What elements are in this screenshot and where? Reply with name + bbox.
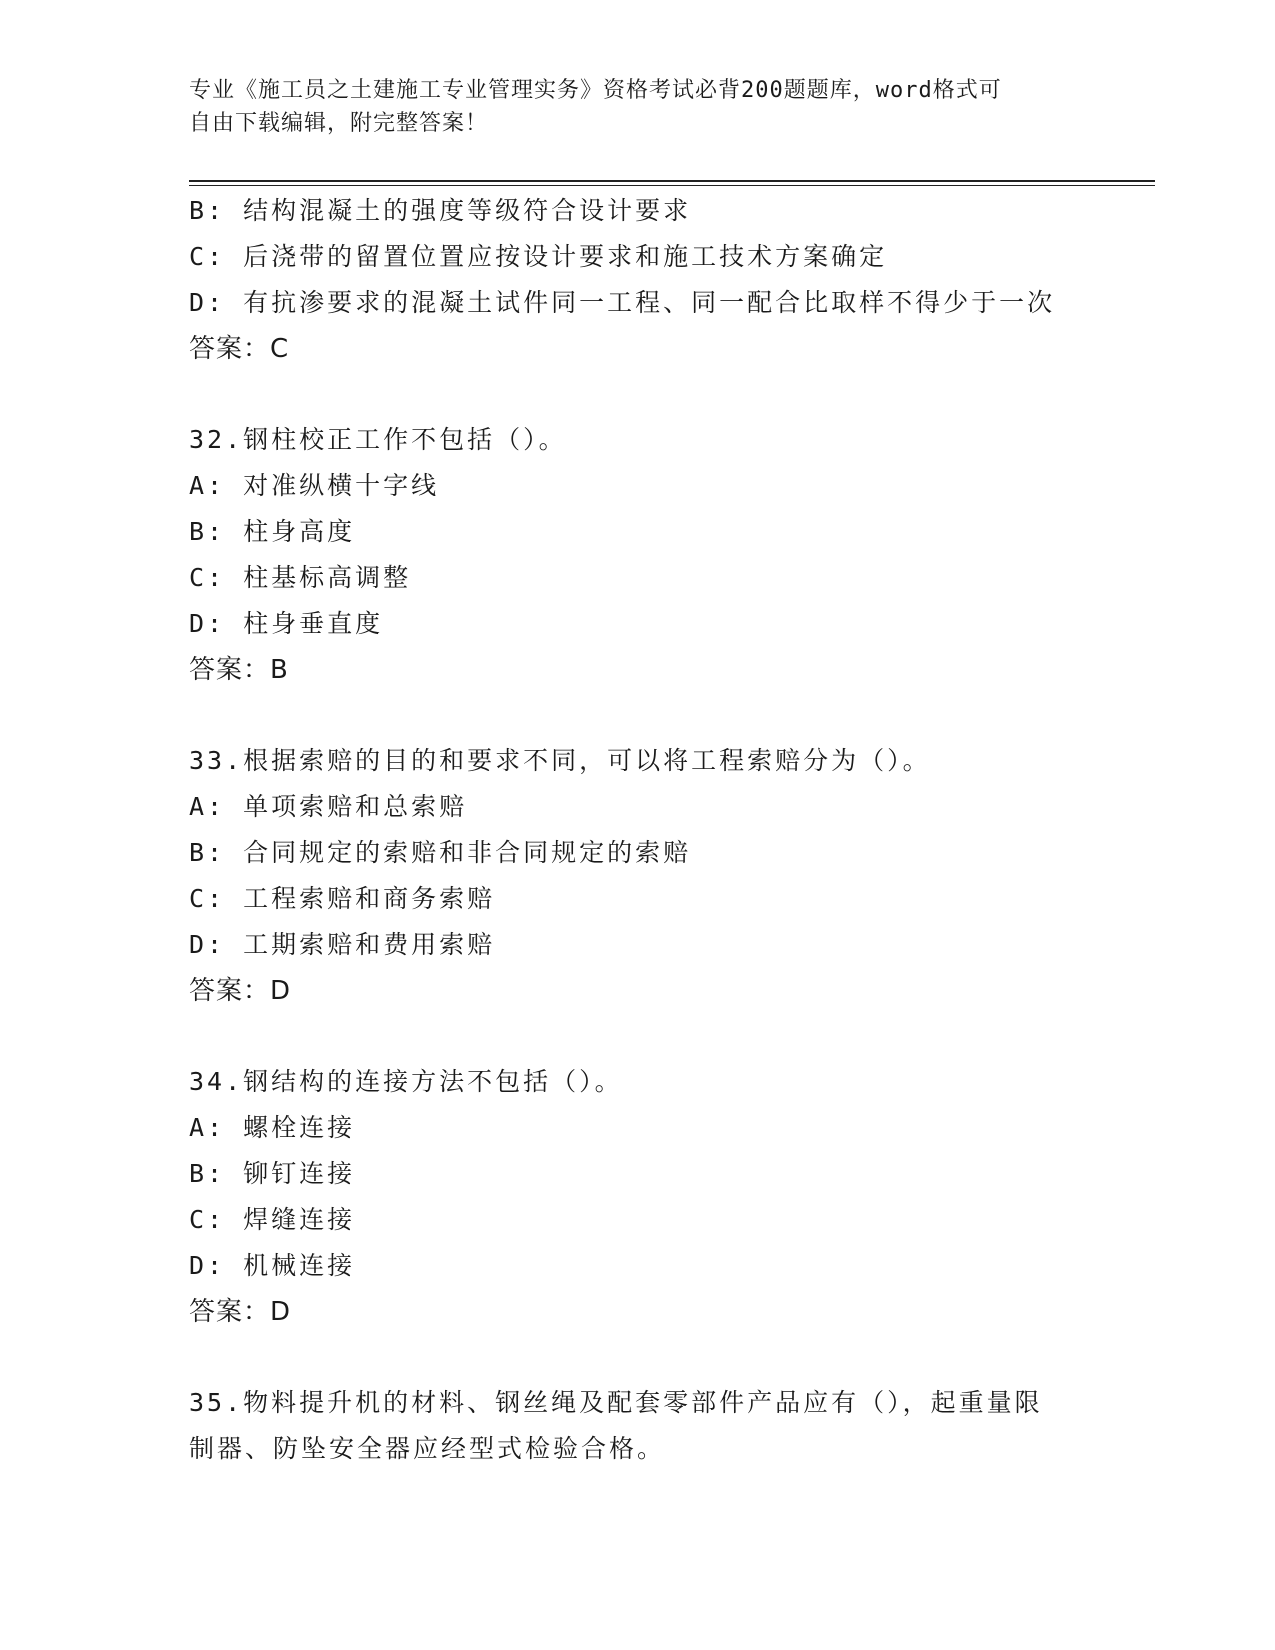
option-c: C: 后浇带的留置位置应按设计要求和施工技术方案确定	[189, 242, 888, 271]
question-list	[189, 188, 1089, 1472]
option-c: C: 工程索赔和商务索赔	[189, 884, 496, 913]
option-b: B: 合同规定的索赔和非合同规定的索赔	[189, 838, 692, 867]
spacer	[189, 1014, 1089, 1059]
question-block-33	[189, 738, 1089, 1014]
question-block-34	[189, 1059, 1089, 1335]
option-c: C: 柱基标高调整	[189, 563, 412, 592]
question-text: 33.根据索赔的目的和要求不同，可以将工程索赔分为（）。	[189, 746, 931, 775]
header-title-line-2: 自由下载编辑，附完整答案！	[189, 111, 489, 136]
answer-text: 答案：D	[189, 1297, 292, 1327]
question-text: 34.钢结构的连接方法不包括（）。	[189, 1067, 623, 1096]
header-title-line-1: 专业《施工员之土建施工专业管理实务》资格考试必背200题题库，word格式可	[189, 78, 1002, 103]
document-header	[189, 74, 1069, 140]
answer-text: 答案：C	[189, 334, 290, 364]
spacer	[189, 1335, 1089, 1380]
answer-text: 答案：B	[189, 655, 289, 685]
question-block-35	[189, 1380, 1089, 1472]
option-a: A: 对准纵横十字线	[189, 471, 440, 500]
question-block-31	[189, 188, 1089, 372]
spacer	[189, 693, 1089, 738]
option-a: A: 螺栓连接	[189, 1113, 356, 1142]
option-b: B: 柱身高度	[189, 517, 356, 546]
option-d: D: 工期索赔和费用索赔	[189, 930, 496, 959]
header-divider	[189, 180, 1155, 186]
question-text: 32.钢柱校正工作不包括（）。	[189, 425, 567, 454]
option-b: B: 结构混凝土的强度等级符合设计要求	[189, 196, 692, 225]
option-c: C: 焊缝连接	[189, 1205, 356, 1234]
answer-text: 答案：D	[189, 976, 292, 1006]
option-b: B: 铆钉连接	[189, 1159, 356, 1188]
spacer	[189, 372, 1089, 417]
option-d: D: 柱身垂直度	[189, 609, 384, 638]
question-text-line-1: 35.物料提升机的材料、钢丝绳及配套零部件产品应有（），起重量限	[189, 1388, 1043, 1417]
question-text-line-2: 制器、防坠安全器应经型式检验合格。	[189, 1434, 666, 1463]
question-block-32	[189, 417, 1089, 693]
option-d: D: 机械连接	[189, 1251, 356, 1280]
option-d: D: 有抗渗要求的混凝土试件同一工程、同一配合比取样不得少于一次	[189, 288, 1056, 317]
option-a: A: 单项索赔和总索赔	[189, 792, 468, 821]
